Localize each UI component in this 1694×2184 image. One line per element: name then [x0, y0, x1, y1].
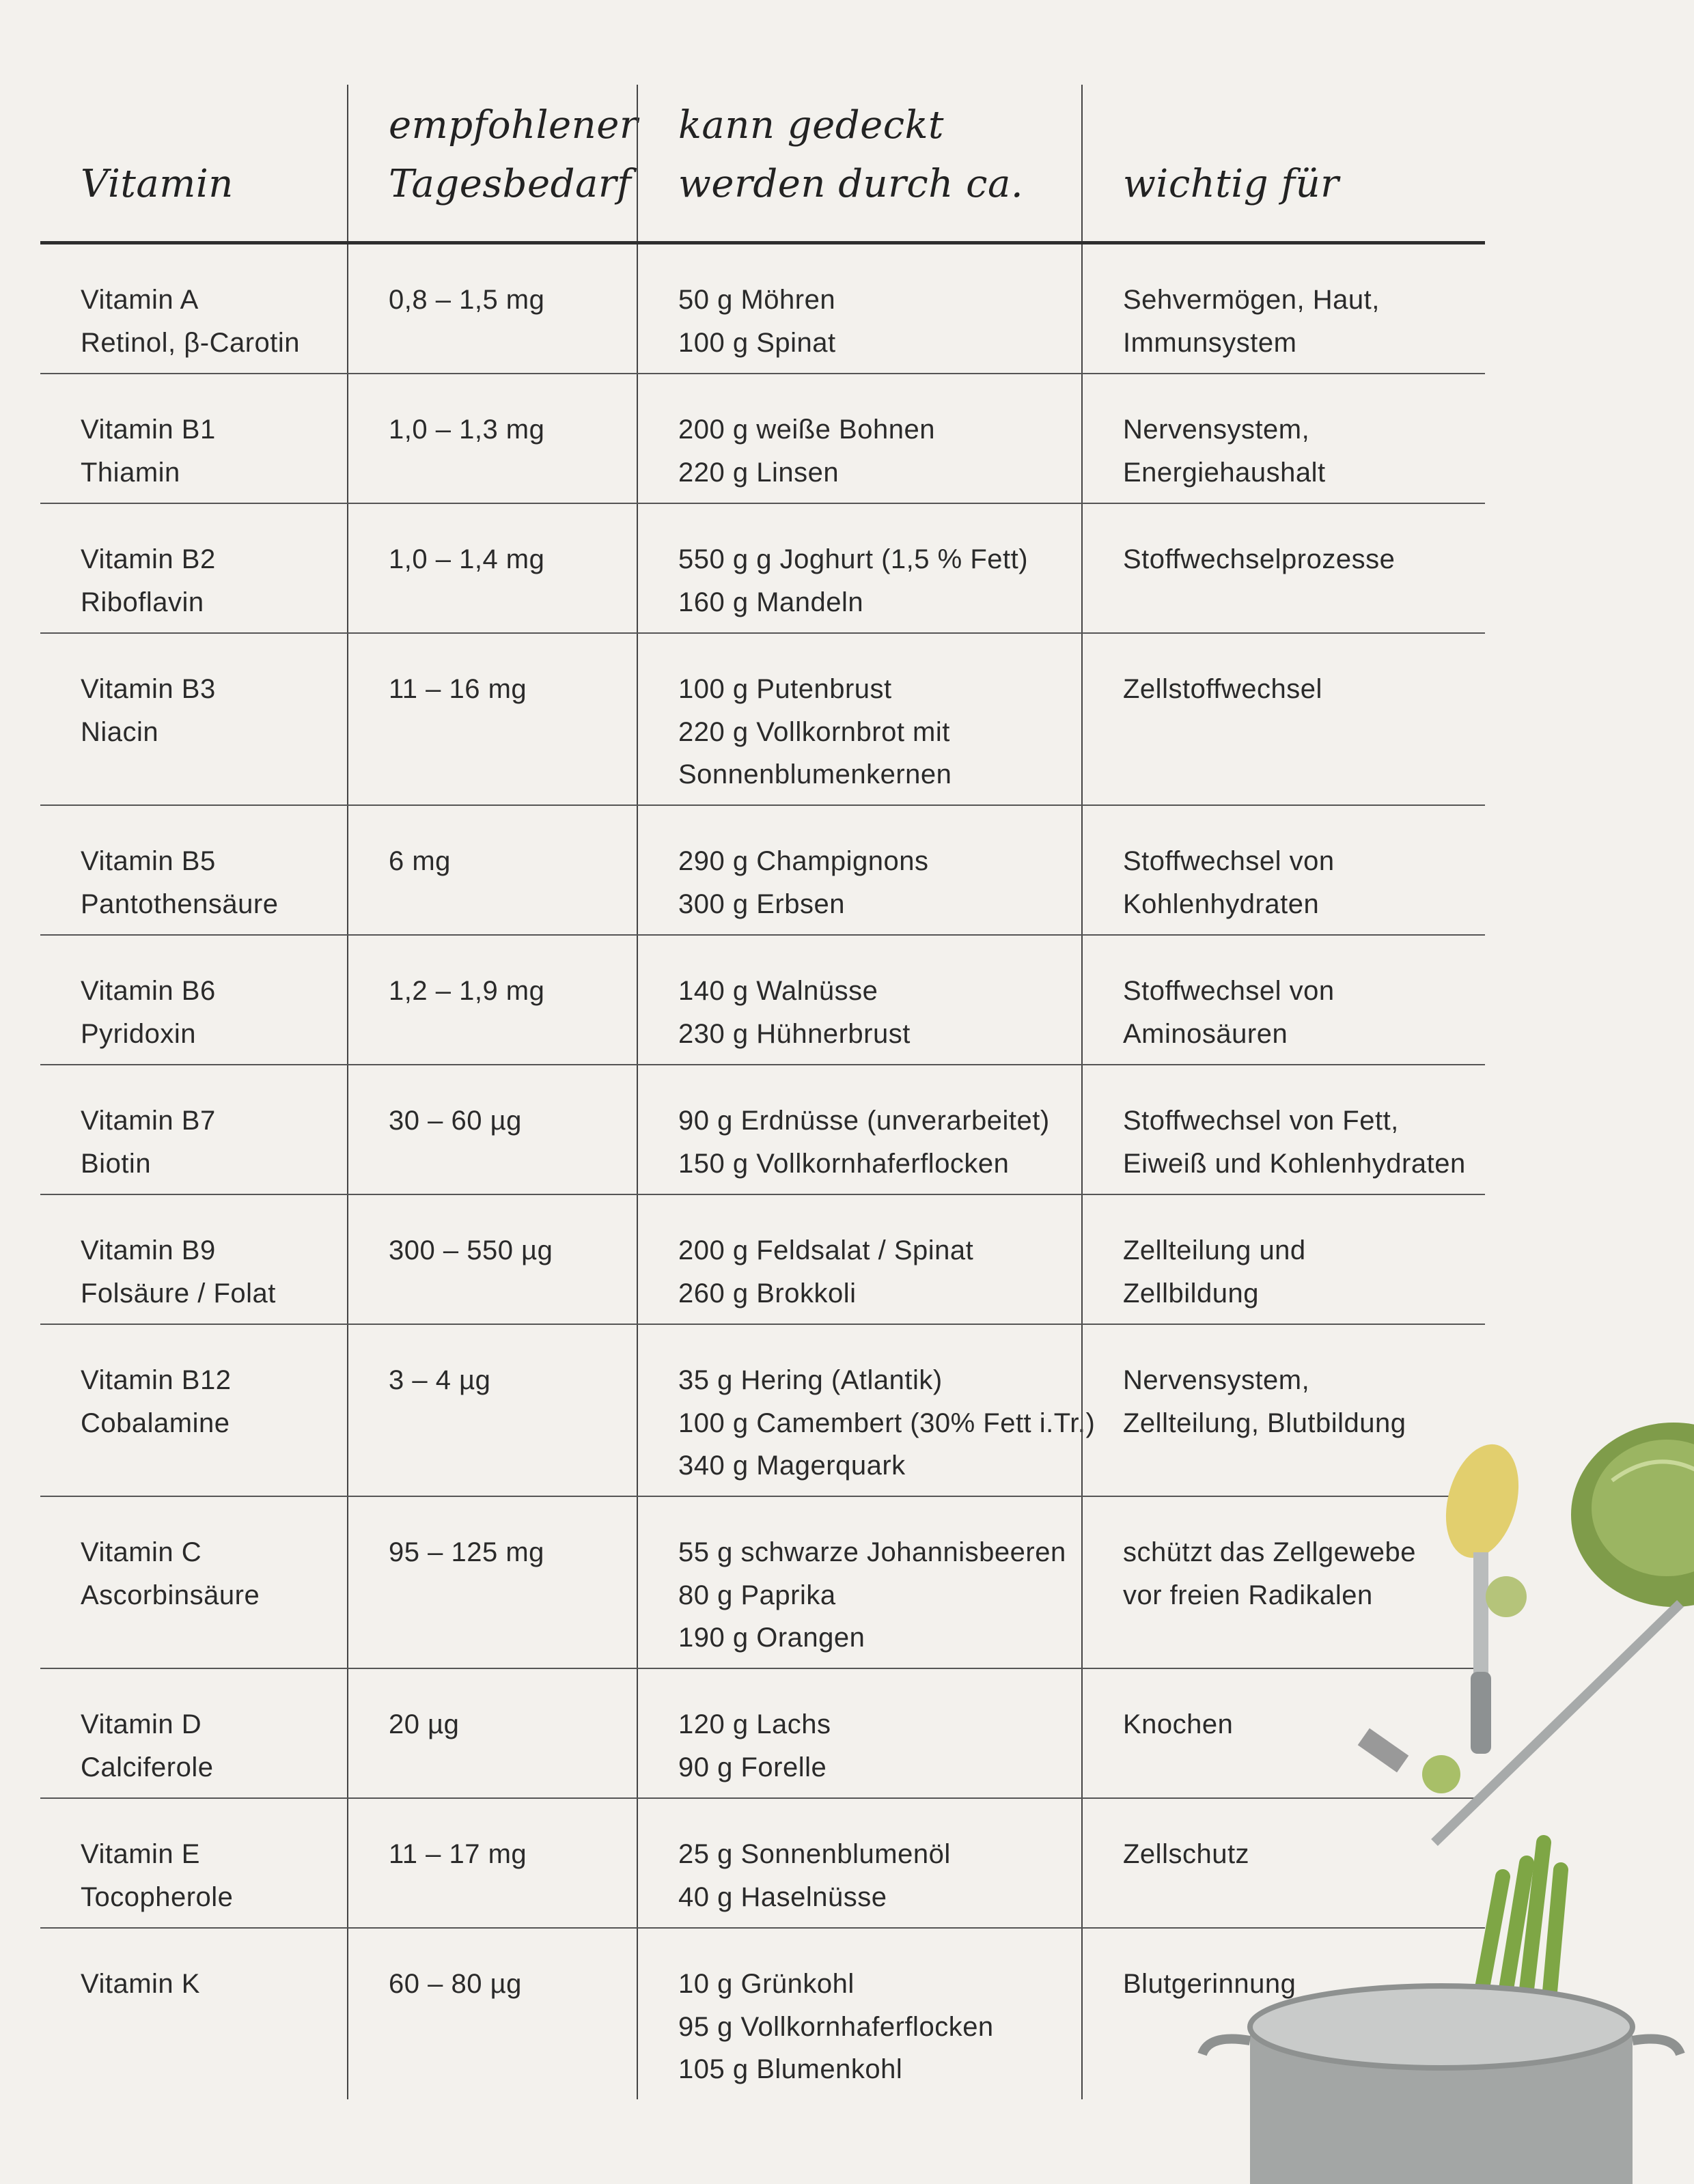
- cell-text: 290 g Champignons: [678, 846, 929, 876]
- vitamin-cell: [40, 244, 347, 373]
- cell-text: 11 – 16 mg: [389, 674, 527, 704]
- sources-cell: [637, 1669, 1081, 1797]
- vitamin-cell: [40, 1195, 347, 1324]
- cell-text: Retinol, β-Carotin: [81, 327, 301, 358]
- cell-text: 230 g Hühnerbrust: [678, 1018, 911, 1049]
- cell-text: 300 – 550 µg: [389, 1235, 553, 1265]
- sources-cell: [637, 1065, 1081, 1194]
- vitamin-cell: [40, 504, 347, 632]
- table-row: [40, 244, 1485, 374]
- sources-cell: [637, 1799, 1081, 1927]
- sources-cell: [637, 634, 1081, 804]
- cell-text: 35 g Hering (Atlantik): [678, 1365, 943, 1395]
- header-daily-need: [347, 85, 637, 241]
- cell-text: 20 µg: [389, 1709, 460, 1739]
- cell-text: Pyridoxin: [81, 1018, 197, 1049]
- important-for-cell: [1081, 634, 1485, 804]
- cell-text: 95 g Vollkornhaferflocken: [678, 2011, 994, 2042]
- header-text: Vitamin: [81, 162, 234, 206]
- cell-text: Knochen: [1123, 1709, 1234, 1739]
- cell-text: 150 g Vollkornhaferflocken: [678, 1148, 1010, 1179]
- cell-text: 220 g Linsen: [678, 457, 839, 488]
- cell-text: 10 g Grünkohl: [678, 1969, 855, 1999]
- daily-need-cell: [347, 1325, 637, 1496]
- cell-text: Cobalamine: [81, 1408, 230, 1438]
- cell-text: Stoffwechsel von: [1123, 846, 1335, 876]
- daily-need-cell: [347, 1929, 637, 2099]
- cell-text: Vitamin E: [81, 1839, 200, 1869]
- cell-text: Eiweiß und Kohlenhydraten: [1123, 1148, 1466, 1179]
- cell-text: 120 g Lachs: [678, 1709, 831, 1739]
- cell-text: 90 g Erdnüsse (unverarbeitet): [678, 1106, 1050, 1136]
- header-text: kann gedeckt: [678, 103, 945, 148]
- cell-text: Stoffwechsel von Fett,: [1123, 1106, 1399, 1136]
- table-row: [40, 936, 1485, 1065]
- cell-text: Blutgerinnung: [1123, 1969, 1296, 1999]
- cell-text: Zellteilung und: [1123, 1235, 1306, 1265]
- cell-text: Niacin: [81, 716, 159, 747]
- cell-text: 25 g Sonnenblumenöl: [678, 1839, 951, 1869]
- sources-cell: [637, 1195, 1081, 1324]
- cell-text: schützt das Zellgewebe: [1123, 1537, 1417, 1567]
- potato-icon: [1434, 1436, 1531, 1566]
- cell-text: Sonnenblumenkernen: [678, 759, 952, 789]
- cell-text: Aminosäuren: [1123, 1018, 1288, 1049]
- vitamin-cell: [40, 936, 347, 1064]
- cell-text: 340 g Magerquark: [678, 1451, 906, 1481]
- cell-text: 200 g weiße Bohnen: [678, 415, 935, 445]
- vitamin-cell: [40, 1669, 347, 1797]
- cell-text: 100 g Camembert (30% Fett i.Tr.): [678, 1408, 1096, 1438]
- cell-text: Vitamin B5: [81, 846, 216, 876]
- table-row: [40, 1195, 1485, 1325]
- cell-text: Calciferole: [81, 1752, 214, 1782]
- daily-need-cell: [347, 1065, 637, 1194]
- table-row: [40, 504, 1485, 634]
- cell-text: 11 – 17 mg: [389, 1839, 527, 1869]
- cell-text: Zellstoffwechsel: [1123, 674, 1322, 704]
- cell-text: Vitamin D: [81, 1709, 202, 1739]
- daily-need-cell: [347, 1669, 637, 1797]
- cell-text: 200 g Feldsalat / Spinat: [678, 1235, 974, 1265]
- vitamin-cell: [40, 1065, 347, 1194]
- cell-text: 6 mg: [389, 846, 451, 876]
- cell-text: 220 g Vollkornbrot mit: [678, 716, 950, 747]
- table-header: [40, 85, 1485, 244]
- header-covered-by: [637, 85, 1081, 241]
- sources-cell: [637, 1325, 1096, 1496]
- cell-text: Vitamin B7: [81, 1106, 216, 1136]
- knife-icon: [1471, 1552, 1491, 1754]
- vegetables-pot-illustration: [1134, 1399, 1694, 2184]
- daily-need-cell: [347, 374, 637, 503]
- cell-text: Nervensystem,: [1123, 415, 1310, 445]
- cell-text: Sehvermögen, Haut,: [1123, 285, 1380, 315]
- table-row: [40, 1065, 1485, 1195]
- sources-cell: [637, 936, 1081, 1064]
- cell-text: 90 g Forelle: [678, 1752, 827, 1782]
- important-for-cell: [1081, 1065, 1485, 1194]
- important-for-cell: [1081, 936, 1485, 1064]
- cell-text: 80 g Paprika: [678, 1580, 836, 1610]
- potato-masher-icon: [1358, 1576, 1680, 1843]
- cell-text: Pantothensäure: [81, 888, 279, 919]
- vitamin-cell: [40, 634, 347, 804]
- cell-text: Vitamin B9: [81, 1235, 216, 1265]
- vitamin-cell: [40, 374, 347, 503]
- daily-need-cell: [347, 1497, 637, 1668]
- cell-text: Vitamin A: [81, 285, 199, 315]
- cell-text: Biotin: [81, 1148, 152, 1179]
- cell-text: Zellschutz: [1123, 1839, 1250, 1869]
- header-text: Tagesbedarf: [389, 162, 632, 206]
- sources-cell: [637, 806, 1081, 934]
- daily-need-cell: [347, 1195, 637, 1324]
- header-text: wichtig für: [1123, 162, 1339, 206]
- cell-text: 300 g Erbsen: [678, 888, 845, 919]
- cell-text: Energiehaushalt: [1123, 457, 1326, 488]
- header-important-for: [1081, 85, 1485, 241]
- cell-text: Vitamin B3: [81, 674, 216, 704]
- cell-text: Vitamin B6: [81, 976, 216, 1006]
- cell-text: 100 g Spinat: [678, 327, 836, 358]
- daily-need-cell: [347, 806, 637, 934]
- cell-text: 260 g Brokkoli: [678, 1278, 857, 1308]
- cell-text: Vitamin B12: [81, 1365, 232, 1395]
- cell-text: 140 g Walnüsse: [678, 976, 878, 1006]
- cell-text: Vitamin B2: [81, 544, 216, 574]
- cooking-pot-icon: [1202, 1986, 1680, 2184]
- daily-need-cell: [347, 1799, 637, 1927]
- vitamin-cell: [40, 1929, 347, 2099]
- important-for-cell: [1081, 1195, 1485, 1324]
- vitamin-cell: [40, 1497, 347, 1668]
- table-row: [40, 634, 1485, 806]
- sources-cell: [637, 1497, 1081, 1668]
- cell-text: Folsäure / Folat: [81, 1278, 276, 1308]
- cell-text: Vitamin B1: [81, 415, 216, 445]
- cell-text: Zellbildung: [1123, 1278, 1259, 1308]
- cell-text: Stoffwechselprozesse: [1123, 544, 1396, 574]
- header-vitamin: [40, 85, 347, 241]
- cell-text: 1,2 – 1,9 mg: [389, 976, 545, 1006]
- sources-cell: [637, 244, 1081, 373]
- cell-text: 60 – 80 µg: [389, 1969, 522, 1999]
- sources-cell: [637, 1929, 1081, 2099]
- cell-text: Stoffwechsel von: [1123, 976, 1335, 1006]
- table-row: [40, 374, 1485, 504]
- cell-text: 3 – 4 µg: [389, 1365, 491, 1395]
- cell-text: Zellteilung, Blutbildung: [1123, 1408, 1406, 1438]
- cell-text: Immunsystem: [1123, 327, 1297, 358]
- header-text: werden durch ca.: [678, 162, 1024, 206]
- cell-text: 105 g Blumenkohl: [678, 2054, 903, 2084]
- cell-text: 40 g Haselnüsse: [678, 1881, 887, 1912]
- important-for-cell: [1081, 504, 1485, 632]
- cell-text: Vitamin C: [81, 1537, 202, 1567]
- cell-text: 160 g Mandeln: [678, 587, 864, 617]
- cell-text: Riboflavin: [81, 587, 204, 617]
- cell-text: 550 g g Joghurt (1,5 % Fett): [678, 544, 1029, 574]
- cell-text: 190 g Orangen: [678, 1623, 865, 1653]
- daily-need-cell: [347, 244, 637, 373]
- important-for-cell: [1081, 244, 1485, 373]
- sources-cell: [637, 504, 1081, 632]
- cell-text: 30 – 60 µg: [389, 1106, 522, 1136]
- cell-text: Kohlenhydraten: [1123, 888, 1320, 919]
- daily-need-cell: [347, 634, 637, 804]
- cell-text: 100 g Putenbrust: [678, 674, 892, 704]
- important-for-cell: [1081, 374, 1485, 503]
- cell-text: Thiamin: [81, 457, 180, 488]
- vitamin-cell: [40, 1325, 347, 1496]
- daily-need-cell: [347, 936, 637, 1064]
- sources-cell: [637, 374, 1081, 503]
- header-text: empfohlener: [389, 103, 639, 148]
- cell-text: 1,0 – 1,4 mg: [389, 544, 545, 574]
- cell-text: Nervensystem,: [1123, 1365, 1310, 1395]
- cell-text: 95 – 125 mg: [389, 1537, 544, 1567]
- daily-need-cell: [347, 504, 637, 632]
- cell-text: 50 g Möhren: [678, 285, 836, 315]
- vitamin-cell: [40, 806, 347, 934]
- cell-text: 0,8 – 1,5 mg: [389, 285, 545, 315]
- cell-text: Ascorbinsäure: [81, 1580, 260, 1610]
- cell-text: Vitamin K: [81, 1969, 200, 1999]
- table-row: [40, 806, 1485, 936]
- cell-text: vor freien Radikalen: [1123, 1580, 1373, 1610]
- vitamin-cell: [40, 1799, 347, 1927]
- important-for-cell: [1081, 806, 1485, 934]
- cell-text: 1,0 – 1,3 mg: [389, 415, 545, 445]
- cell-text: 55 g schwarze Johannisbeeren: [678, 1537, 1066, 1567]
- cell-text: Tocopherole: [81, 1881, 234, 1912]
- savoy-cabbage-icon: [1571, 1423, 1694, 1607]
